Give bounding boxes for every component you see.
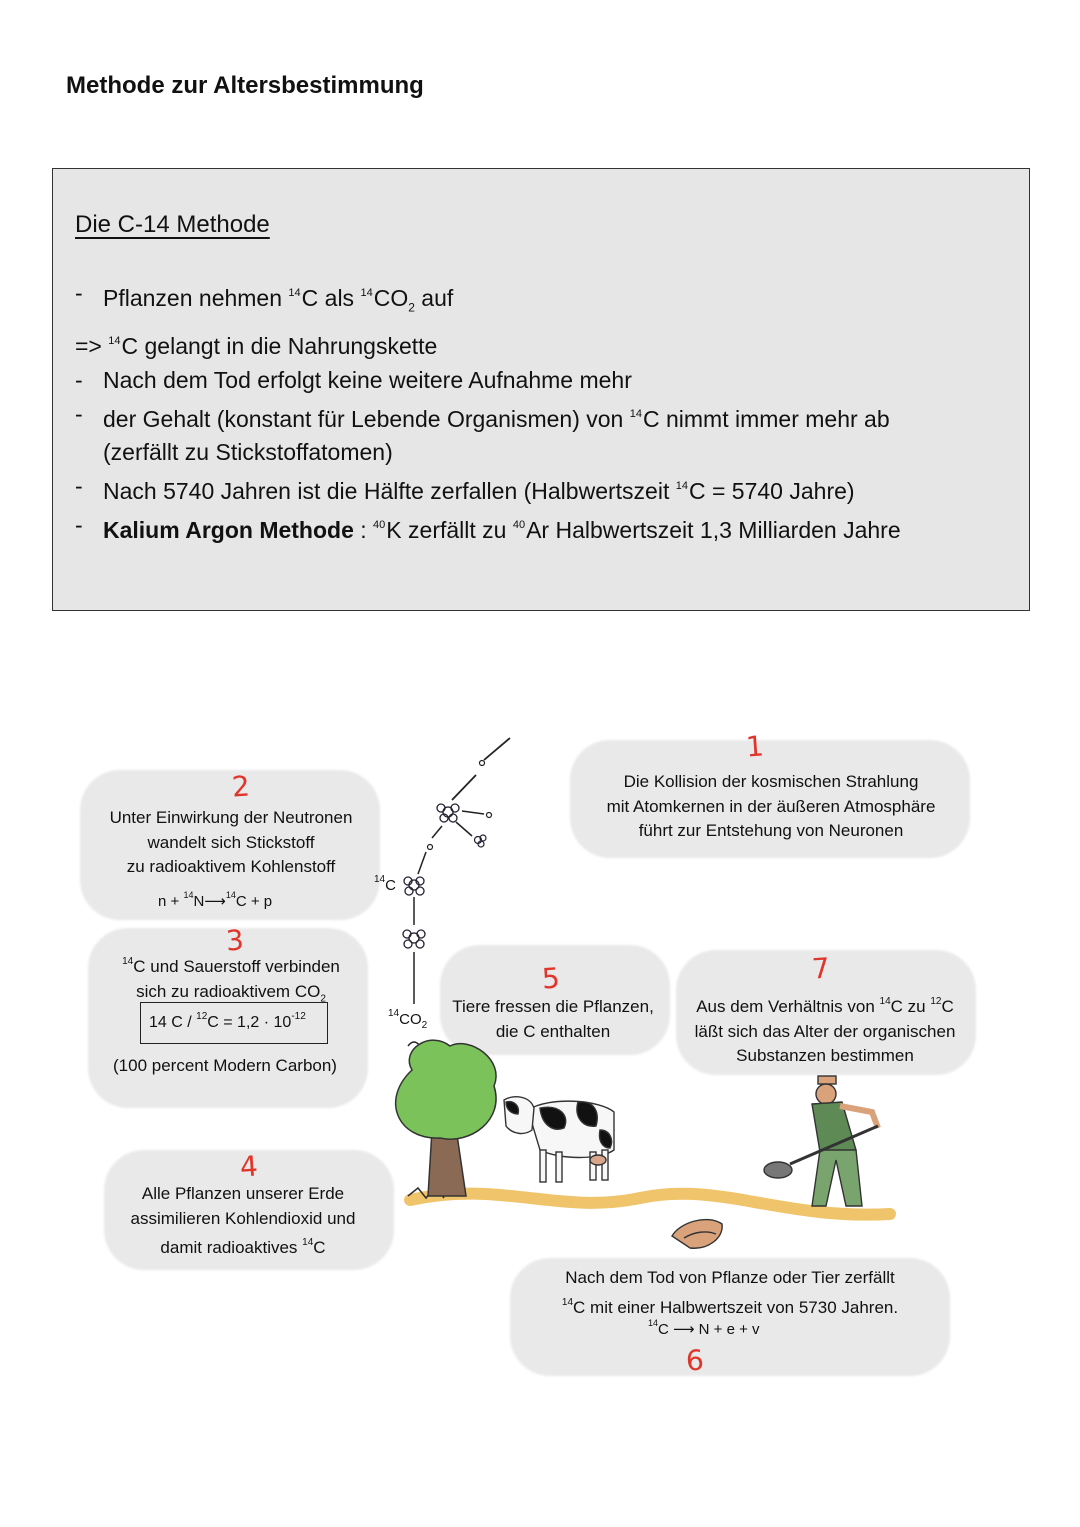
cow-illustration — [504, 1097, 614, 1182]
step2-caption: Unter Einwirkung der Neutronen wandelt sich Stickstoff zu radioaktivem Kohlenstoff — [109, 808, 353, 876]
step7-caption: Aus dem Verhältnis von $^{14}$C zu $^{12}$C läßt sich das Alter der organischen Substanzen bestimmen — [694, 996, 956, 1065]
label-14co2: $^{14}CO_2$ — [388, 1008, 428, 1031]
ratio-box: 14 $C / ^{12}C = 1,2 \cdot 10^{-12}$ — [140, 1002, 328, 1044]
step-number-4: 4 — [238, 1149, 259, 1184]
bullet-line-1: - Pflanzen nehmen $^{14}$C als $^{14}CO_2$ auf — [75, 280, 454, 315]
bullet-line-4: - der Gehalt (konstant für Lebende Organismen) von $^{14}$C nimmt immer mehr ab — [75, 400, 890, 432]
bullet-line-3: - Nach dem Tod erfolgt keine weitere Aufnahme mehr — [75, 367, 632, 393]
co2-atom-icon — [403, 930, 425, 948]
step4-caption: Alle Pflanzen unserer Erde assimilieren Kohlendioxid und damit radioaktives $^{14}$C — [130, 1184, 356, 1257]
page-title: Methode zur Altersbestimmung — [66, 72, 424, 99]
cosmic-particle — [480, 761, 485, 766]
step3-caption: $^{14}$C und Sauerstoff verbinden sich zu radioaktivem $CO_2$ — [122, 956, 340, 1004]
neutron-icon — [475, 835, 487, 847]
carbon-atom-icon — [404, 877, 424, 895]
bullet-line-6: - Kalium Argon Methode : $^{40}$K zerfällt zu $^{40}$Ar Halbwertszeit 1,3 Milliarden Jahre — [75, 511, 901, 543]
step5-caption: Tiere fressen die Pflanzen, die C enthalten — [452, 997, 654, 1041]
ray-segment — [452, 775, 476, 800]
cosmic-ray-line — [484, 738, 510, 760]
bullet-line-4-cont: (zerfällt zu Stickstoffatomen) — [103, 439, 393, 466]
bullet-line-2: => $^{14}$C gelangt in die Nahrungskette — [75, 333, 438, 360]
digger-illustration — [764, 1076, 878, 1206]
box-heading: Die C-14 Methode — [75, 211, 270, 238]
tree-crown — [396, 1040, 496, 1139]
step-number-5: 5 — [540, 961, 561, 996]
step1-caption: Die Kollision der kosmischen Strahlung mit Atomkernen in der äußeren Atmosphäre führt zur Entstehung von Neuronen — [606, 772, 936, 840]
step2-formula: n + $^{14}$N⟶$^{14}$C + p — [158, 890, 273, 910]
step6-caption: Nach dem Tod von Pflanze oder Tier zerfällt $^{14}$C mit einer Halbwertszeit von 5730 Jahren. — [561, 1268, 899, 1317]
step-number-3: 3 — [224, 923, 245, 958]
bullet-line-5: - Nach 5740 Jahren ist die Hälfte zerfallen (Halbwertszeit $^{14}$C = 5740 Jahre) — [75, 473, 855, 505]
step6-formula: $^{14}$C ⟶ N + e + v — [648, 1318, 760, 1338]
step-number-2: 2 — [230, 769, 251, 804]
step-number-6: 6 — [684, 1343, 705, 1378]
step-number-1: 1 — [744, 729, 765, 764]
label-14c: $^{14}$C — [374, 874, 396, 894]
shell-illustration — [672, 1220, 722, 1249]
step3-note: (100 percent Modern Carbon) — [113, 1056, 337, 1075]
atom-icon — [437, 804, 459, 822]
step-number-7: 7 — [810, 951, 831, 986]
